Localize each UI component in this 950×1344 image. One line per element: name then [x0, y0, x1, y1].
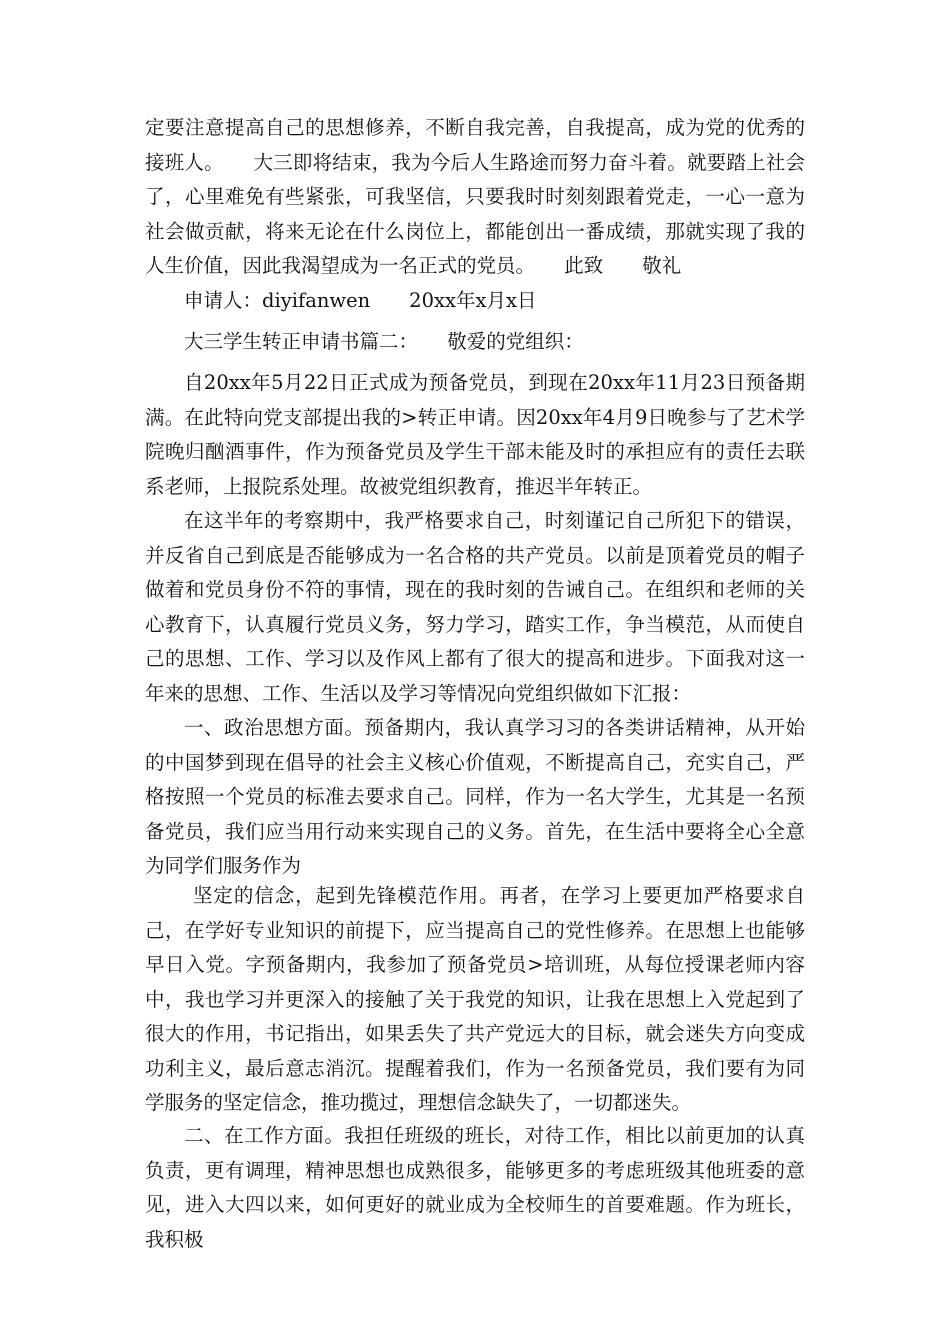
paragraph-work-aspect: 二、在工作方面。我担任班级的班长，对待工作，相比以前更加的认真负责，更有调理，精神思想也成熟很多，能够更多的考虑班级其他班委的意见，进入大四以来，如何更好的就业成为全校师生的首要难题。作为班长，我积极	[145, 1124, 805, 1251]
paragraph-review-period: 在这半年的考察期中，我严格要求自己，时刻谨记自己所犯下的错误，并反省自己到底是否能够成为一名合格的共产党员。以前是顶着党员的帽子做着和党员身份不符的事情，现在的我时刻的告诫自己。在组织和老师的关心教育下，认真履行党员义务，努力学习，踏实工作，争当模范，从而使自己的思想、工作、学习以及作风上都有了很大的提高和进步。下面我对这一年来的思想、工作、生活以及学习等情况向党组织做如下汇报：	[145, 509, 805, 705]
paragraph-firm-belief: 坚定的信念，起到先锋模范作用。再者，在学习上要更加严格要求自己，在学好专业知识的前提下，应当提高自己的党性修养。在思想上也能够早日入党。字预备期内，我参加了预备党员>培训班，从每位授课老师内容中，我也学习并更深入的接触了关于我党的知识，让我在思想上入党起到了很大的作用，书记指出，如果丢失了共产党远大的目标，就会迷失方向变成功利主义，最后意志消沉。提醒着我们，作为一名预备党员，我们要有为同学服务的坚定信念，推功揽过，理想信念缺失了，一切都迷失。	[145, 884, 805, 1114]
paragraph-political-thought: 一、政治思想方面。预备期内，我认真学习习的各类讲话精神，从开始的中国梦到现在倡导的社会主义核心价值观，不断提高自己，充实自己，严格按照一个党员的标准去要求自己。同样，作为一名大学生，尤其是一名预备党员，我们应当用行动来实现自己的义务。首先，在生活中要将全心全意为同学们服务作为	[145, 716, 805, 877]
paragraph-probation-start: 自20xx年5月22日正式成为预备党员，到现在20xx年11月23日预备期满。在此特向党支部提出我的>转正申请。因20xx年4月9日晚参与了艺术学院晚归酗酒事件，作为预备党员及学生干部未能及时的承担应有的责任去联系老师，上报院系处理。故被党组织教育，推迟半年转正。	[145, 371, 805, 498]
paragraph-closing: 定要注意提高自己的思想修养，不断自我完善，自我提高，成为党的优秀的接班人。 大三即将结束，我为今后人生路途而努力奋斗着。就要踏上社会了，心里难免有些紧张，可我坚信，只要我时时刻刻跟着党走，一心一意为社会做贡献，将来无论在什么岗位上，都能创出一番成绩，那就实现了我的人生价值，因此我渴望成为一名正式的党员。 此致 敬礼	[145, 116, 805, 277]
paragraph-heading-part-two: 大三学生转正申请书篇二： 敬爱的党组织：	[184, 330, 584, 353]
paragraph-applicant: 申请人：diyifanwen 20xx年x月x日	[184, 289, 537, 312]
